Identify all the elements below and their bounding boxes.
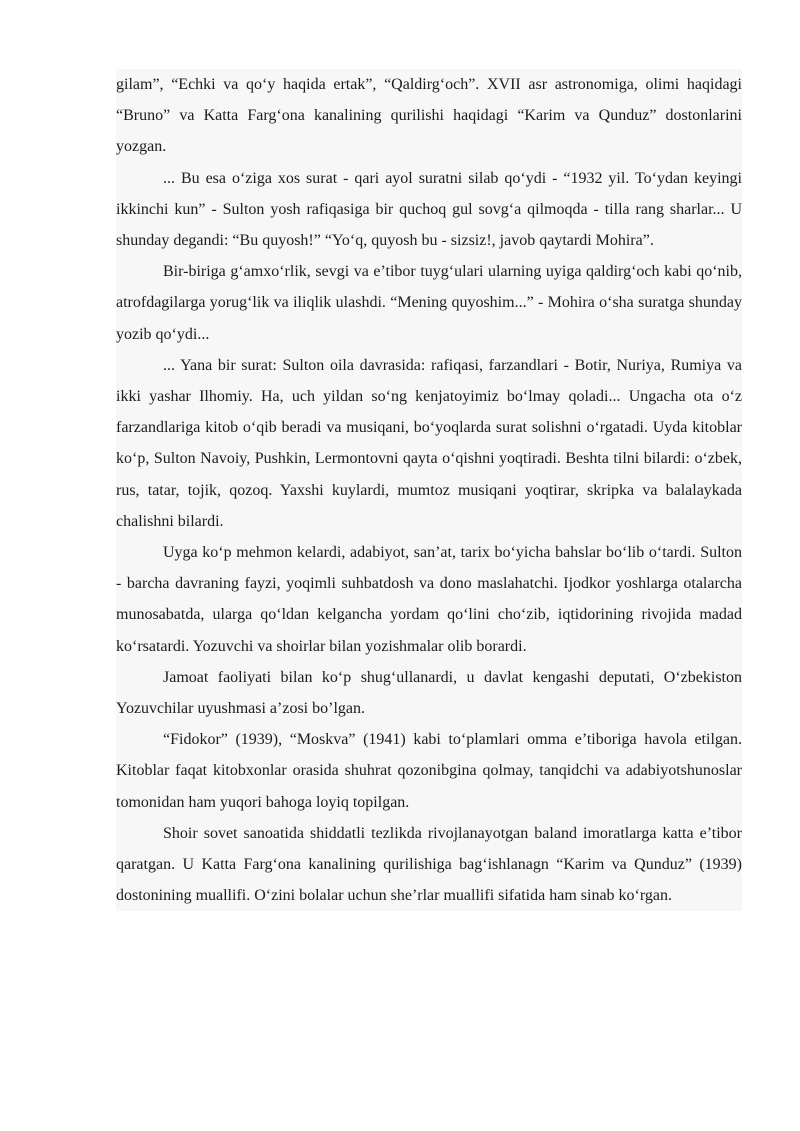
paragraph: Bir-biriga g‘amxo‘rlik, sevgi va e’tibor tuyg‘ulari ularning uyiga qaldirg‘och kabi qo‘nib, atrofdagilarga yorug‘lik va iliqlik ulashdi. “Mening quyoshim...” - Mohira o‘sha suratga shunday yozib qo‘ydi... (116, 263, 742, 343)
paragraph: Shoir sovet sanoatida shiddatli tezlikda rivojlanayotgan baland imoratlarga katta e’tibor qaratgan. U Katta Farg‘ona kanalining qurilishiga bag‘ishlanagn “Karim va Qunduz” (1939) dostonining muallifi. O‘zini bolalar uchun she’rlar muallifi sifatida ham sinab ko‘rgan. (116, 824, 742, 905)
paragraph-continuation: gilam”, “Echki va qo‘y haqida ertak”, “Qaldirg‘och”. XVII asr astronomiga, olimi haqidagi “Bruno” va Katta Farg‘ona kanalining qurilishi haqidagi “Karim va Qunduz” dostonlarini yozgan. (116, 76, 742, 156)
paragraph: “Fidokor” (1939), “Moskva” (1941) kabi to‘plamlari omma e’tiboriga havola etilgan. Kitoblar faqat kitobxonlar orasida shuhrat qozonibgina qolmay, tanqidchi va adabiyotshunoslar tomonidan ham yuqori bahoga loyiq topilgan. (116, 731, 742, 811)
paragraph: ... Yana bir surat: Sulton oila davrasida: rafiqasi, farzandlari - Botir, Nuriya, Rumiya va ikki yashar Ilhomiy. Ha, uch yildan so‘ng kenjatoyimiz bo‘lmay qoladi... Ungacha ota o‘z farzandlariga kitob o‘qib beradi va musiqani, bo‘yoqlarda surat solishni o‘rgatadi. Uyda kitoblar ko‘p, Sulton Navoiy, Pushkin, Lermontovni qayta o‘qishni yoqtiradi. Beshta tilni bilardi: o‘zbek, rus, tatar, tojik, qozoq. Yaxshi kuylardi, mumtoz musiqani yoqtirar, skripka va balalaykada chalishni bilardi. (116, 356, 742, 530)
paragraph: ... Bu esa o‘ziga xos surat - qari ayol suratni silab qo‘ydi - “1932 yil. To‘ydan keyingi ikkinchi kun” - Sulton yosh rafiqasiga bir quchoq gul sovg‘a qilmoqda - tilla rang sharlar... U shunday degandi: “Bu quyosh!” “Yo‘q, quyosh bu - sizsiz!, javob qaytardi Mohira”. (116, 169, 742, 250)
paragraph: Uyga ko‘p mehmon kelardi, adabiyot, san’at, tarix bo‘yicha bahslar bo‘lib o‘tardi. Sulton - barcha davraning fayzi, yoqimli suhbatdosh va dono maslahatchi. Ijodkor yoshlarga otalarcha munosabatda, ularga qo‘ldan kelgancha yordam qo‘lini cho‘zib, iqtidorining rivojida madad ko‘rsatardi. Yozuvchi va shoirlar bilan yozishmalar olib borardi. (116, 544, 742, 655)
paragraph: Jamoat faoliyati bilan ko‘p shug‘ullanardi, u davlat kengashi deputati, O‘zbekiston Yozuvchilar uyushmasi a’zosi bo’lgan. (116, 668, 742, 718)
document-body (116, 69, 742, 911)
